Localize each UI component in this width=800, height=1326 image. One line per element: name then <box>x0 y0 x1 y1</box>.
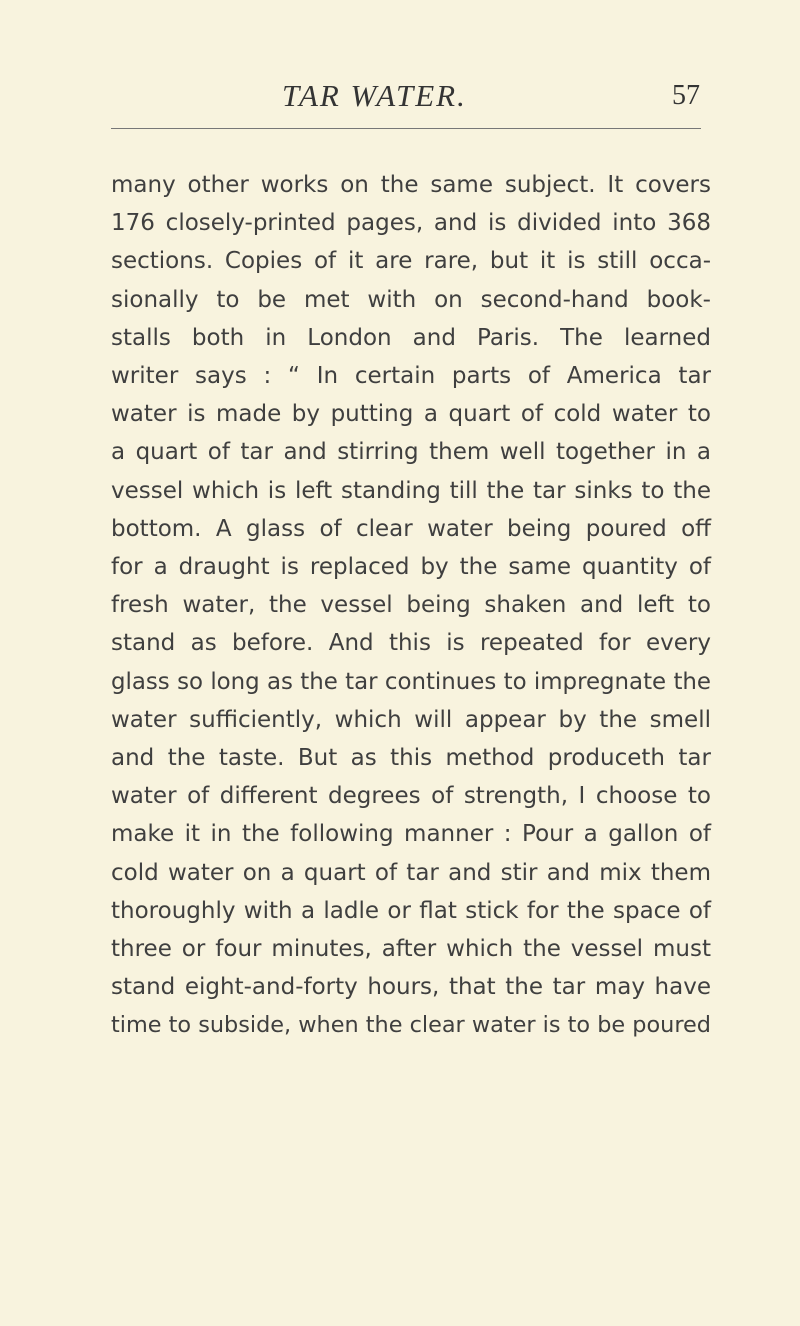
text-line: fresh water, the vessel being shaken and left to <box>111 592 711 619</box>
text-line: water is made by putting a quart of cold water to <box>111 401 711 428</box>
text-line: many other works on the same subject. It covers <box>111 172 711 198</box>
text-line: glass so long as the tar continues to impregnate the <box>111 668 711 695</box>
text-line: time to subside, when the clear water is to be poured <box>111 1012 711 1039</box>
running-head <box>110 78 710 118</box>
text-line: stand as before. And this is repeated for every <box>111 630 711 657</box>
text-line: stalls both in London and Paris. The learned <box>111 324 711 351</box>
text-line: make it in the following manner : Pour a gallon of <box>111 821 711 848</box>
text-line: a quart of tar and stirring them well together in a <box>111 439 711 466</box>
text-line: cold water on a quart of tar and stir and mix them <box>111 859 711 886</box>
header-rule <box>111 128 701 129</box>
page-number: 57 <box>672 80 700 111</box>
text-line: thoroughly with a ladle or flat stick for the space of <box>111 897 711 924</box>
text-line: bottom. A glass of clear water being poured off <box>111 515 711 542</box>
text-line: and the taste. But as this method produceth tar <box>111 745 711 772</box>
text-line: writer says : “ In certain parts of America tar <box>111 363 711 390</box>
text-line: for a draught is replaced by the same quantity of <box>111 554 711 581</box>
text-line: water of different degrees of strength, I choose to <box>111 783 711 810</box>
body-text <box>111 166 711 1045</box>
running-title: TAR WATER. <box>282 78 467 113</box>
text-line: water sufficiently, which will appear by the smell <box>111 706 711 733</box>
text-line: sections. Copies of it are rare, but it is still occa- <box>111 248 711 275</box>
text-line: sionally to be met with on second-hand book- <box>111 286 711 313</box>
text-line: 176 closely-printed pages, and is divided into 368 <box>111 210 711 237</box>
text-line: stand eight-and-forty hours, that the tar may have <box>111 974 711 1001</box>
text-line: three or four minutes, after which the vessel must <box>111 936 711 963</box>
text-line: vessel which is left standing till the tar sinks to the <box>111 477 711 504</box>
